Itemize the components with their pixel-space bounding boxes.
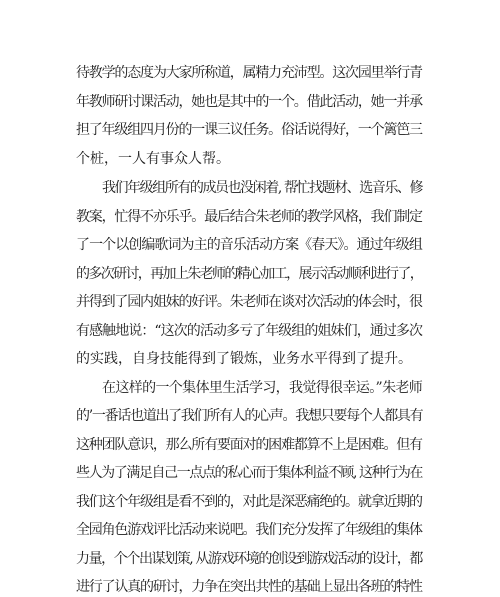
text-line: 个桩，一人有事众人帮。 bbox=[76, 151, 230, 167]
text-line: 这种团队意识，那么所有要面对的困难都算不上是困难。但有 bbox=[76, 437, 422, 453]
text-line: 的多次研讨，再加上朱老师的精心加工，展示活动顺利进行了， bbox=[76, 266, 423, 282]
text-line: 力量，个个出谋划策, 从游戏环境的创设到游戏活动的设计，都 bbox=[76, 551, 423, 567]
text-line: 了一个以创编歌词为主的音乐活动方案《春天》。通过年级组 bbox=[76, 237, 422, 253]
text-line: 些人为了满足自己一点点的私心而于集体利益不顾, 这种行为在 bbox=[76, 465, 423, 481]
text-line: 并得到了园内姐妹的好评。朱老师在谈对次活动的体会时，很 bbox=[76, 294, 422, 310]
text-line: 年教师研讨课活动，她也是其中的一个。借此活动，她一并承 bbox=[76, 94, 422, 110]
text-line: 有感触地说：“这次的活动多亏了年级组的姐妹们，通过多次 bbox=[76, 323, 423, 339]
text-line: 全园角色游戏评比活动来说吧。我们充分发挥了年级组的集体 bbox=[76, 522, 422, 538]
text-line: 我们这个年级组是看不到的，对此是深恶痛绝的。就拿近期的 bbox=[76, 494, 422, 510]
text-line: 的实践，自身技能得到了锻炼，业务水平得到了提升。 bbox=[76, 351, 412, 367]
text-line: 进行了认真的研讨，力争在突出共性的基础上显出各班的特性 bbox=[76, 579, 422, 595]
text-line: 待教学的态度为大家所称道，属精力充沛型。这次园里举行青 bbox=[76, 65, 422, 81]
text-line: 的’一番话也道出了我们所有人的心声。我想只要每个人都具有 bbox=[76, 408, 423, 424]
text-line: 担了年级组四月份的一课三议任务。俗话说得好，一个篱笆三 bbox=[76, 122, 422, 138]
text-line: 在这样的一个集体里生活学习，我觉得很幸运。”朱老师 bbox=[102, 380, 423, 396]
text-line: 教案，忙得不亦乐乎。最后结合朱老师的教学风格，我们制定 bbox=[76, 209, 422, 225]
text-line: 我们年级组所有的成员也没闲着, 帮忙找题材、选音乐、修 bbox=[102, 180, 423, 196]
